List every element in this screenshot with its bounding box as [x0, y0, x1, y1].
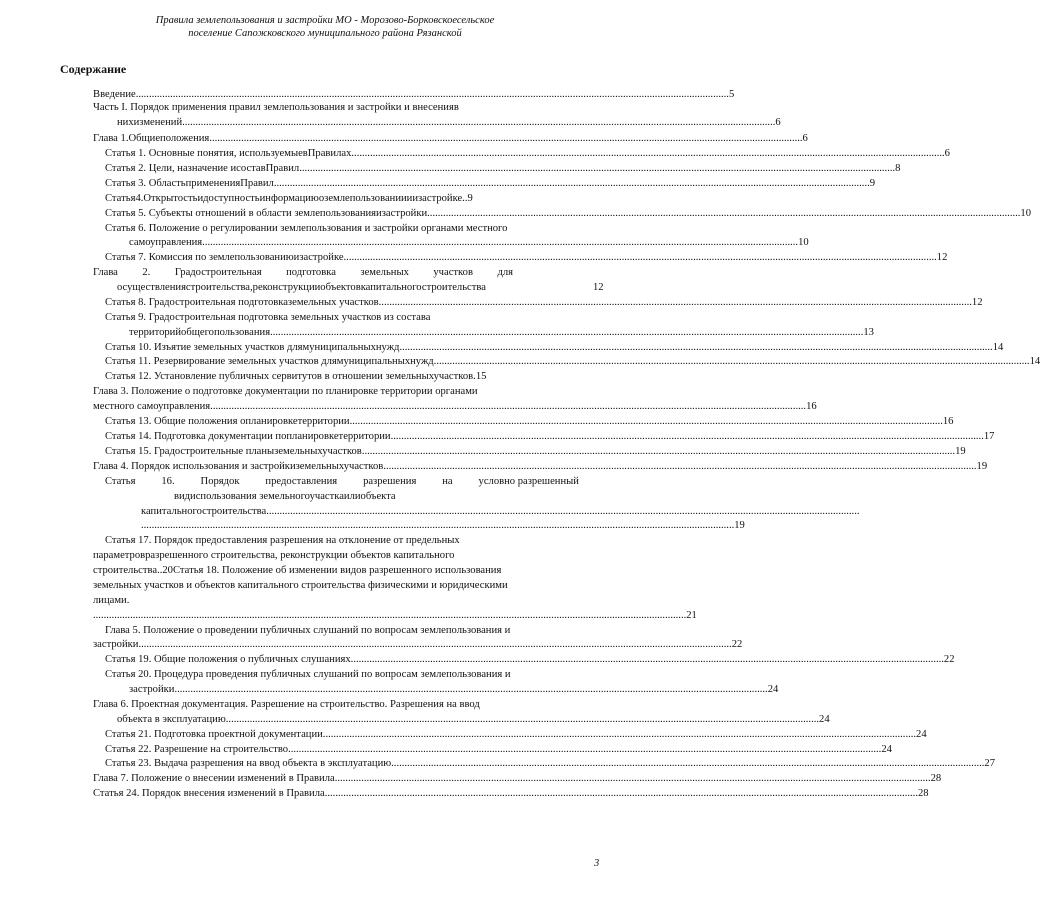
toc-entry-article18[interactable]: ................................................................................................................................................................................................................................ 21 — [93, 610, 697, 621]
toc-entry-chapter6[interactable]: объекта в эксплуатацию ................................................................................................................................................................................................................................ 24 — [117, 714, 830, 725]
toc-entry-article23[interactable]: Статья 23. Выдача разрешения на ввод объекта в эксплуатацию ................................................................................................................................................................................................................................ 27 — [105, 758, 995, 769]
toc-entry-article21[interactable]: Статья 21. Подготовка проектной документации ................................................................................................................................................................................................................................ 24 — [105, 729, 927, 740]
toc-entry-chapter2-line2[interactable]: осуществлениястроительства,реконструкцииобъектовкапитальногостроительства — [117, 282, 486, 293]
page-number: 3 — [594, 858, 600, 869]
toc-entry-article15[interactable]: Статья 15. Градостроительные планыземельныхучастков ................................................................................................................................................................................................................................ 19 — [105, 446, 966, 457]
toc-entry-chapter3-line1[interactable]: Глава 3. Положение о подготовке документации по планировке территории органами — [93, 386, 478, 397]
toc-entry-article10[interactable]: Статья 10. Изъятие земельных участков длямуниципальныхнужд ................................................................................................................................................................................................................................ 14 — [105, 342, 1004, 353]
toc-entry-article20-line1[interactable]: Статья 20. Процедура проведения публичных слушаний по вопросам землепользования и — [105, 669, 511, 680]
toc-entry-chapter1[interactable]: Глава 1.Общиеположения ................................................................................................................................................................................................................................ 6 — [93, 133, 808, 144]
toc-entry-article12[interactable]: Статья 12. Установление публичных сервитутов в отношении земельныхучастков. 15 — [105, 371, 487, 382]
toc-entry-article17-line2[interactable]: параметровразрешенного строительства, реконструкции объектов капитального — [93, 550, 455, 561]
toc-entry-article17-line1[interactable]: Статья 17. Порядок предоставления разрешения на отклонение от предельных — [105, 535, 460, 546]
toc-entry-article22[interactable]: Статья 22. Разрешение на строительство ................................................................................................................................................................................................................................ 24 — [105, 744, 892, 755]
toc-entry-article16[interactable]: ................................................................................................................................................................................................................................ 19 — [141, 520, 745, 531]
toc-entry-chapter7[interactable]: Глава 7. Положение о внесении изменений в Правила. ................................................................................................................................................................................................................................ 28 — [93, 773, 942, 784]
toc-entry-chapter2-page: 12 — [593, 282, 604, 293]
toc-entry-article4[interactable]: Статья4.Открытостьидоступностьинформациюоземлепользованиииизастройке.. 9 — [105, 193, 473, 204]
toc-page-number: 6 — [775, 117, 781, 128]
toc-entry-chapter5[interactable]: застройки ................................................................................................................................................................................................................................ 22 — [93, 639, 743, 650]
header-line-2: поселение Сапожковского муниципального района Рязанской — [188, 28, 462, 39]
toc-entry-article7[interactable]: Статья 7. Комиссия по землепользованиюизастройке ................................................................................................................................................................................................................................ 12 — [105, 252, 948, 263]
toc-page-number: 5 — [728, 89, 735, 100]
toc-entry-article5[interactable]: Статья 5. Субъекты отношений в области землепользованияизастройки ................................................................................................................................................................................................................................ 10 — [105, 208, 1031, 219]
toc-entry-article13[interactable]: Статья 13. Общие положения опланировкетерритории ................................................................................................................................................................................................................................ 16 — [105, 416, 954, 427]
toc-entry-article1[interactable]: Статья 1. Основные понятия, используемыевПравилах ................................................................................................................................................................................................................................ 6 — [105, 148, 950, 159]
toc-entry-article3[interactable]: Статья 3. ОбластьпримененияПравил. ................................................................................................................................................................................................................................ 9 — [105, 178, 876, 189]
toc-entry-article24[interactable]: Статья 24. Порядок внесения изменений в Правила ................................................................................................................................................................................................................................ 28 — [93, 788, 929, 799]
toc-entry-article9-line1[interactable]: Статья 9. Градостроительная подготовка земельных участков из состава — [105, 312, 431, 323]
toc-entry-text: Введение — [93, 89, 136, 100]
toc-entry-article16-line3[interactable]: капитальногостроительства ................................................................................................................................................................................................................................ — [141, 506, 860, 517]
toc-entry-article6[interactable]: самоуправления. ................................................................................................................................................................................................................................ 10 — [129, 237, 809, 248]
toc-title: Содержание — [60, 62, 127, 76]
toc-entry-article20[interactable]: застройки ................................................................................................................................................................................................................................ 24 — [129, 684, 779, 695]
toc-entry-part1[interactable]: нихизменений ................................................................................................................................................................................................................................ 6 — [117, 117, 781, 128]
toc-entry-chapter3[interactable]: местного самоуправления. ................................................................................................................................................................................................................................ 16 — [93, 401, 817, 412]
toc-entry-article8[interactable]: Статья 8. Градостроительная подготовказемельных участков ................................................................................................................................................................................................................................ 12 — [105, 297, 983, 308]
toc-entry-chapter4[interactable]: Глава 4. Порядок использования и застройкиземельныхучастков ................................................................................................................................................................................................................................ 19 — [93, 461, 988, 472]
header-line-1: Правила землепользования и застройки МО - Морозово-Борковскоесельское — [155, 15, 495, 26]
toc-entry-chapter5-line1[interactable]: Глава 5. Положение о проведении публичных слушаний по вопросам землепользования и — [105, 625, 511, 636]
toc-entry-article19[interactable]: Статья 19. Общие положения о публичных слушаниях ................................................................................................................................................................................................................................ 22 — [105, 654, 955, 665]
toc-entry-article16-line2[interactable]: видиспользования земельногоучасткаилиобъекта — [174, 491, 396, 502]
toc-entry-part1-line1[interactable]: Часть I. Порядок применения правил землепользования и застройки и внесенияв — [93, 102, 459, 113]
toc-entry-article18-line2[interactable]: земельных участков и объектов капитального строительства физическими и юридическими — [93, 580, 508, 591]
toc-entry-article6-line1[interactable]: Статья 6. Положение о регулировании землепользования и застройки органами местного — [105, 223, 508, 234]
toc-entry-article9[interactable]: территорийобщегопользования ................................................................................................................................................................................................................................ 13 — [129, 327, 874, 338]
toc-entry-article14[interactable]: Статья 14. Подготовка документации попланировкетерритории ................................................................................................................................................................................................................................ 17 — [105, 431, 995, 442]
toc-entry-article18-line3[interactable]: лицами. — [93, 595, 130, 606]
toc-entry-intro[interactable]: Введение ................................................................................................................................................................................................................................ 5 — [93, 89, 735, 100]
toc-entry-chapter6-line1[interactable]: Глава 6. Проектная документация. Разрешение на строительство. Разрешения на ввод — [93, 699, 480, 710]
toc-entry-article2[interactable]: Статья 2. Цели, назначение исоставПравил. ................................................................................................................................................................................................................................ 8 — [105, 163, 901, 174]
toc-entry-chapter2-line1[interactable]: Глава 2. Градостроительная подготовка земельных участков для — [93, 267, 513, 278]
toc-entry-article16-line1[interactable]: Статья 16. Порядок предоставления разрешения на условно разрешенный — [105, 476, 579, 487]
toc-entry-article11[interactable]: Статья 11. Резервирование земельных участков длямуниципальныхнужд. ................................................................................................................................................................................................................................ 14 — [105, 356, 1040, 367]
toc-entry-article18-line1[interactable]: строительства..20Статья 18. Положение об изменении видов разрешенного использования — [93, 565, 502, 576]
